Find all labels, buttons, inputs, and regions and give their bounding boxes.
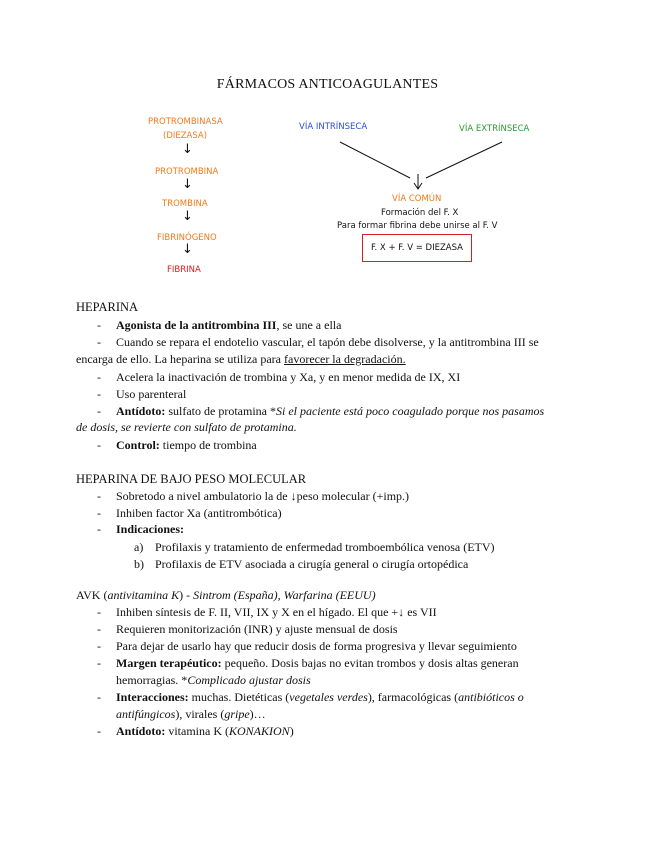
list-item: Antídoto: sulfato de protamina *Si el paciente está poco coagulado porque nos pasamos xyxy=(116,404,545,418)
list-item: Sobretodo a nivel ambulatorio la de ↓peso molecular (+imp.) xyxy=(116,489,410,503)
list-item: Interacciones: muchas. Dietéticas (vegetales verdes), farmacológicas (antibióticos o xyxy=(116,690,524,704)
bullet-dash: - xyxy=(97,522,101,536)
bullet-dash: - xyxy=(97,387,101,401)
label-protrombinasa: PROTROMBINASA xyxy=(148,117,223,127)
section-heading-hbpm: HEPARINA DE BAJO PESO MOLECULAR xyxy=(76,472,307,486)
bullet-dash: - xyxy=(97,489,101,503)
bullet-dash: - xyxy=(97,622,101,636)
list-item-continued: de dosis, se revierte con sulfato de protamina. xyxy=(76,420,297,434)
label-via-comun: VÍA COMÚN xyxy=(392,194,442,204)
list-item-continued: antifúngicos), virales (gripe)… xyxy=(116,707,266,721)
bullet-dash: - xyxy=(97,639,101,653)
label-para-formar: Para formar fibrina debe unirse al F. V xyxy=(337,221,498,231)
arrow-down-icon: ↓ xyxy=(182,142,193,157)
list-item: Uso parenteral xyxy=(116,387,187,401)
sublist-item-b: Profilaxis de ETV asociada a cirugía general o cirugía ortopédica xyxy=(155,557,469,571)
diezasa-box: F. X + F. V = DIEZASA xyxy=(362,234,472,262)
sublist-item-a: Profilaxis y tratamiento de enfermedad tromboembólica venosa (ETV) xyxy=(155,540,495,554)
bullet-dash: - xyxy=(97,370,101,384)
list-item: Control: tiempo de trombina xyxy=(116,438,257,452)
label-diezasa: (DIEZASA) xyxy=(163,131,208,141)
arrow-down-icon: ↓ xyxy=(182,242,193,257)
label-formacion: Formación del F. X xyxy=(381,208,459,218)
bullet-dash: - xyxy=(97,506,101,520)
list-item: Indicaciones: xyxy=(116,522,185,536)
bullet-dash: - xyxy=(97,404,101,418)
label-protrombina: PROTROMBINA xyxy=(155,167,219,177)
list-item: Acelera la inactivación de trombina y Xa, y en menor medida de IX, XI xyxy=(116,370,461,384)
bullet-dash: - xyxy=(97,724,101,738)
page-title: FÁRMACOS ANTICOAGULANTES xyxy=(216,77,439,92)
sublist-label-a: a) xyxy=(134,540,144,554)
label-trombina: TROMBINA xyxy=(162,199,208,209)
bullet-dash: - xyxy=(97,335,101,349)
list-item: Margen terapéutico: pequeño. Dosis bajas no evitan trombos y dosis altas generan xyxy=(116,656,519,670)
list-item: Requieren monitorización (INR) y ajuste mensual de dosis xyxy=(116,622,398,636)
list-item: Para dejar de usarlo hay que reducir dosis de forma progresiva y llevar seguimiento xyxy=(116,639,517,653)
sublist-label-b: b) xyxy=(134,557,144,571)
section-heading-heparina: HEPARINA xyxy=(76,300,139,314)
label-fibrinogeno: FIBRINÓGENO xyxy=(157,233,217,243)
list-item-continued: encarga de ello. La heparina se utiliza para favorecer la degradación. xyxy=(76,352,406,366)
bullet-dash: - xyxy=(97,605,101,619)
list-item-continued: hemorragias. *Complicado ajustar dosis xyxy=(116,673,311,687)
bullet-dash: - xyxy=(97,438,101,452)
converging-arrows xyxy=(330,130,520,200)
bullet-dash: - xyxy=(97,656,101,670)
list-item: Agonista de la antitrombina III, se une a ella xyxy=(116,318,342,332)
bullet-dash: - xyxy=(97,318,101,332)
list-item: Inhiben síntesis de F. II, VII, IX y X en el hígado. El que +↓ es VII xyxy=(116,605,437,619)
label-fibrina: FIBRINA xyxy=(167,265,201,275)
label-via-intrinseca: VÍA INTRÍNSECA xyxy=(299,122,368,132)
arrow-down-icon: ↓ xyxy=(182,209,193,224)
section-heading-avk: AVK (antivitamina K) - Sintrom (España), Warfarina (EEUU) xyxy=(76,588,376,602)
label-via-extrinseca: VÍA EXTRÍNSECA xyxy=(459,124,530,134)
list-item: Inhiben factor Xa (antitrombótica) xyxy=(116,506,282,520)
list-item: Cuando se repara el endotelio vascular, el tapón debe disolverse, y la antitrombina III se xyxy=(116,335,539,349)
bullet-dash: - xyxy=(97,690,101,704)
arrow-down-icon: ↓ xyxy=(182,177,193,192)
list-item: Antídoto: vitamina K (KONAKION) xyxy=(116,724,294,738)
